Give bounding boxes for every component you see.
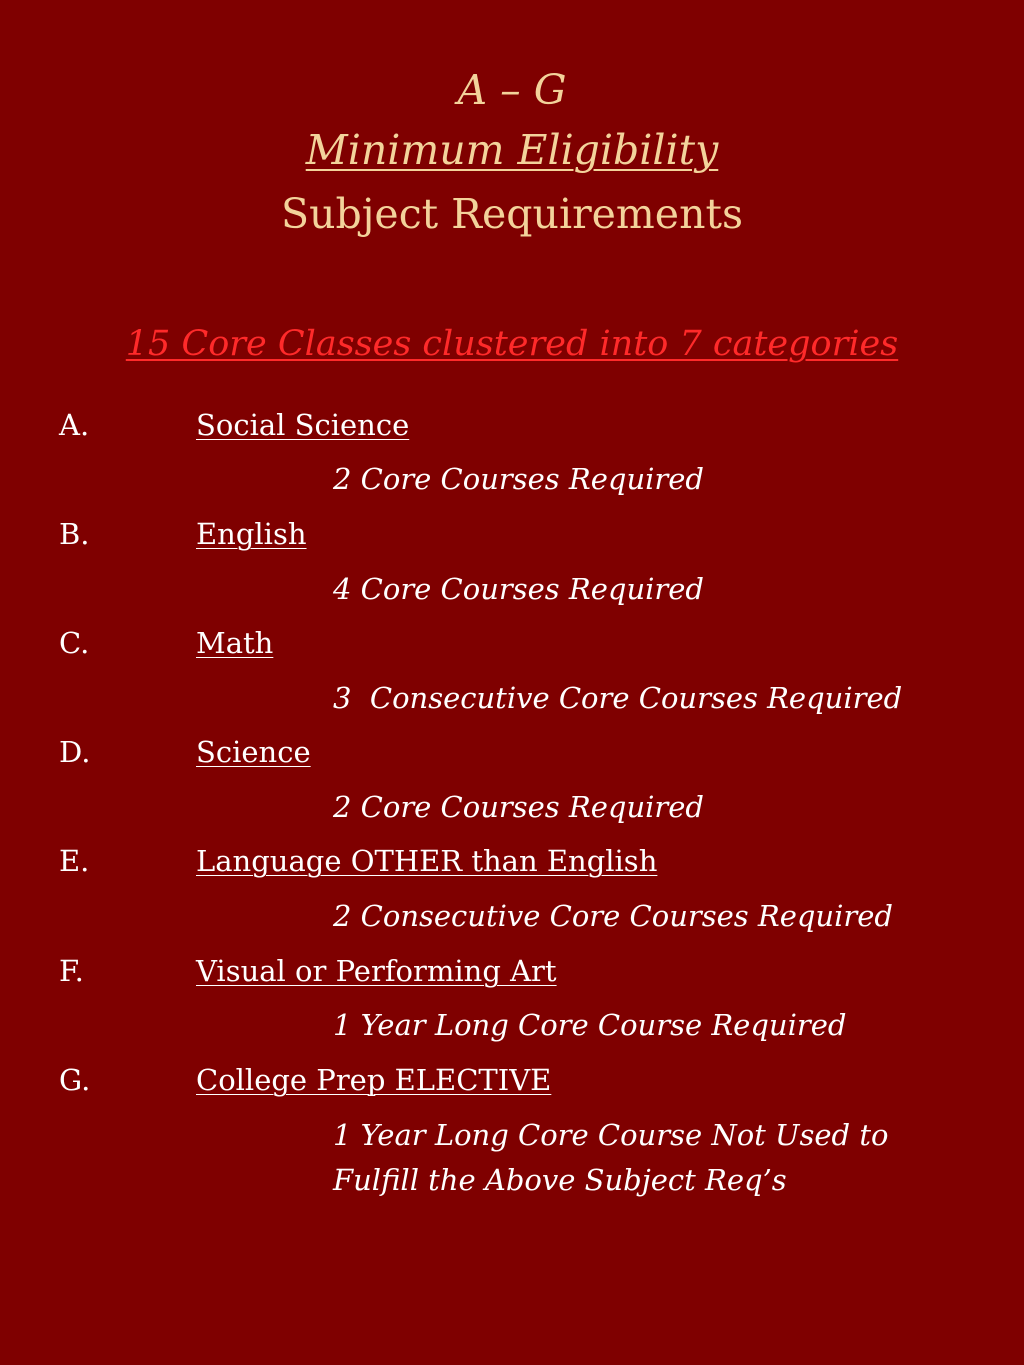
category-name: Math — [196, 626, 274, 660]
category-name: Social Science — [196, 408, 410, 442]
subtitle: 15 Core Classes clustered into 7 categories — [125, 324, 899, 364]
title-line-subject-requirements: Subject Requirements — [280, 190, 743, 238]
category-name: College Prep ELECTIVE — [196, 1063, 552, 1097]
category-letter: G. — [59, 1063, 91, 1097]
category-letter: E. — [59, 844, 90, 878]
category-letter: D. — [59, 735, 91, 769]
category-name: Visual or Performing Art — [196, 954, 557, 988]
category-requirement: 2 Consecutive Core Courses Required — [333, 899, 893, 933]
category-requirement: 4 Core Courses Required — [333, 572, 704, 606]
category-letter: B. — [59, 517, 90, 551]
category-requirement-continued: Fulfill the Above Subject Req’s — [333, 1163, 787, 1197]
category-name: Science — [196, 735, 311, 769]
category-requirement: 1 Year Long Core Course Not Used to — [333, 1118, 889, 1152]
title-line-a-g: A – G — [457, 66, 567, 114]
category-letter: C. — [59, 626, 90, 660]
category-requirement: 2 Core Courses Required — [333, 790, 704, 824]
category-letter: A. — [59, 408, 90, 442]
category-name: Language OTHER than English — [196, 844, 658, 878]
category-requirement: 2 Core Courses Required — [333, 462, 704, 496]
category-requirement: 1 Year Long Core Course Required — [333, 1008, 847, 1042]
category-letter: F. — [59, 954, 84, 988]
category-name: English — [196, 517, 307, 551]
title-line-minimum-eligibility: Minimum Eligibility — [305, 126, 719, 174]
category-requirement: 3 Consecutive Core Courses Required — [333, 681, 903, 715]
